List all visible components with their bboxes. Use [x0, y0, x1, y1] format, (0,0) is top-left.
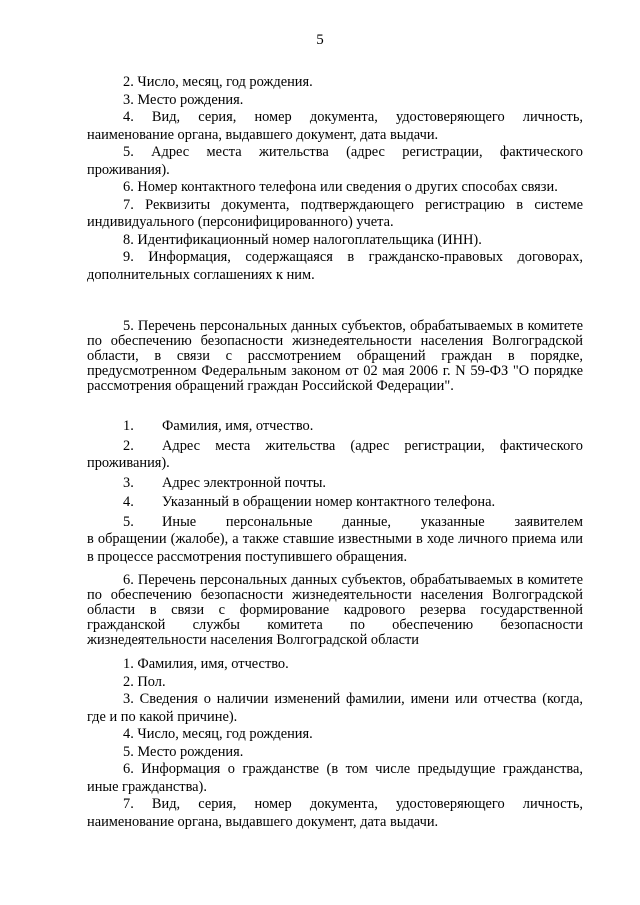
item-number: 1.: [123, 418, 134, 434]
list-item: 5. Место рождения.: [123, 743, 244, 760]
item-number: 2.: [123, 437, 134, 454]
section-6-list: [87, 656, 583, 831]
list-item: 7. Реквизиты документа, подтверждающего регистрацию в системе индивидуального (персонифицированного) учета.: [87, 196, 583, 230]
item-text: Указанный в обращении номер контактного телефона.: [162, 494, 496, 510]
list-item: 5. Адрес места жительства (адрес регистрации, фактического проживания).: [87, 144, 583, 178]
list-item: [87, 475, 583, 493]
list-item: 3. Место рождения.: [123, 91, 244, 108]
list-item: 2. Число, месяц, год рождения.: [123, 74, 313, 90]
list-item: [87, 438, 583, 456]
section-5-heading: 5. Перечень персональных данных субъектов, обрабатываемых в комитете по обеспечению безопасности жизнедеятельности населения Волгоградской области, в связи с рассмотрением обращений граждан в порядке, предусмотренном Федеральным законом от 02 мая 2006 г. N 59-ФЗ "О порядке рассмотрения обращений граждан Российской Федерации".: [87, 318, 583, 394]
list-item: [87, 514, 583, 532]
list-item: 7. Вид, серия, номер документа, удостоверяющего личность, наименование органа, выдавшего документ, дата выдачи.: [87, 796, 583, 830]
item-number: 3.: [123, 474, 134, 491]
list-item: 4. Число, месяц, год рождения.: [123, 726, 313, 742]
list-item: 3. Сведения о наличии изменений фамилии, имени или отчества (когда, где и по какой причине).: [87, 691, 583, 725]
list-item: 8. Идентификационный номер налогоплательщика (ИНН).: [123, 231, 482, 248]
list-item: 1. Фамилия, имя, отчество.: [123, 656, 289, 672]
item-text: Адрес места жительства (адрес регистрации, фактического: [162, 437, 583, 454]
page-number: 5: [316, 32, 324, 48]
section-5-list: [87, 418, 583, 566]
item-continuation: проживания).: [87, 455, 170, 471]
item-text: Иные персональные данные, указанные заявителем: [162, 513, 583, 530]
section-1-list: [87, 74, 583, 284]
item-text: Фамилия, имя, отчество.: [162, 418, 314, 434]
list-item: 2. Пол.: [123, 673, 166, 690]
item-number: 4.: [123, 494, 134, 510]
list-item: 4. Вид, серия, номер документа, удостоверяющего личность, наименование органа, выдавшего документ, дата выдачи.: [87, 109, 583, 143]
item-number: 5.: [123, 513, 134, 530]
list-item: 9. Информация, содержащаяся в гражданско-правовых договорах, дополнительных соглашениях к ним.: [87, 249, 583, 283]
list-item: 6. Информация о гражданстве (в том числе предыдущие гражданства, иные гражданства).: [87, 761, 583, 795]
list-item: [87, 418, 583, 436]
item-continuation: в обращении (жалобе), а также ставшие известными в ходе личного приема или в процессе рассмотрения поступившего обращения.: [87, 531, 583, 565]
list-item: [87, 494, 583, 512]
section-6-heading: 6. Перечень персональных данных субъектов, обрабатываемых в комитете по обеспечению безопасности жизнедеятельности населения Волгоградской области в связи с формирование кадрового резерва государственной гражданской службы комитета по обеспечению безопасности жизнедеятельности населения Волгоградской области: [87, 572, 583, 648]
item-text: Адрес электронной почты.: [162, 474, 326, 491]
list-item: 6. Номер контактного телефона или сведения о других способах связи.: [123, 179, 558, 195]
